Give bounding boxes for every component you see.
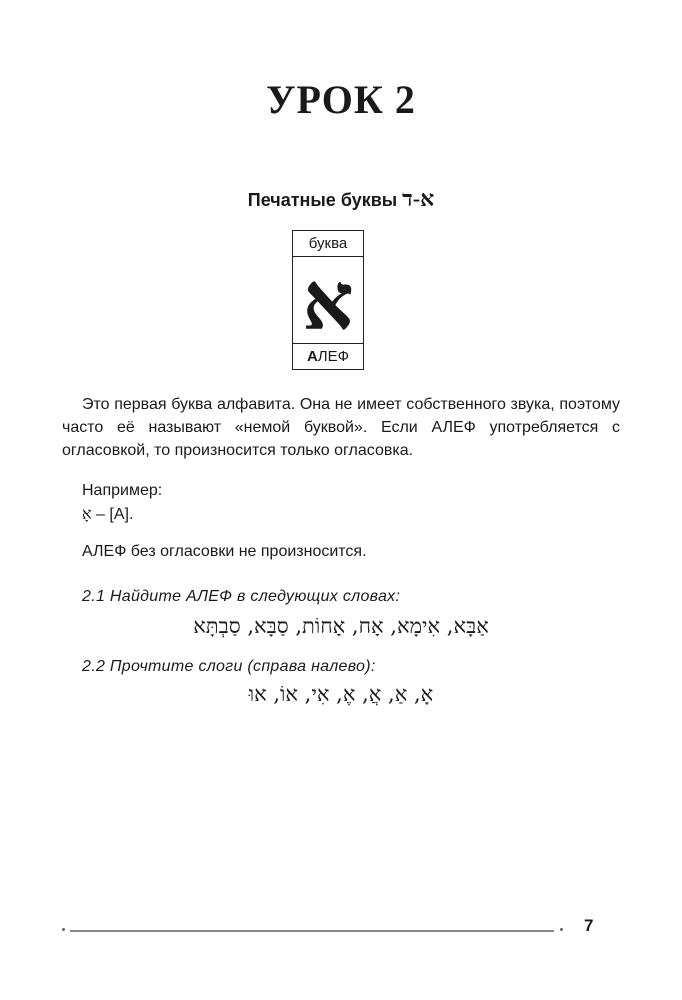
letter-card	[292, 230, 364, 370]
section-title-text: Печатные буквы	[247, 190, 398, 210]
letter-card-name	[293, 343, 363, 369]
exercise-1-hebrew: אַבָּא, אִימָא, אָח, אָחוֹת, סַבָּא, סַבְתָּא	[193, 614, 489, 638]
intro-paragraph: Это первая буква алфавита. Она не имеет собственного звука, поэтому часто её называют «немой буквой». Если АЛЕФ употребляется с огласовкой, то произносится только огласовка.	[62, 396, 620, 459]
letter-card-glyph: א	[302, 254, 354, 348]
exercise-2-hebrew: אָ, אַ, אֲ, אֶ, אִי, אוֹ, אוּ	[248, 682, 434, 706]
section-title-hebrew-range: א-ד	[402, 186, 435, 211]
letter-card-caption: буква	[293, 231, 363, 257]
example-rest: – [А].	[91, 506, 134, 523]
letter-card-name-rest: ЛЕФ	[317, 348, 350, 365]
page-number: 7	[584, 916, 594, 935]
example-label: Например:	[82, 482, 163, 499]
exercise-2-title: 2.2 Прочтите слоги (справа налево):	[82, 658, 376, 675]
letter-card-name-first: А	[306, 348, 318, 365]
example-hebrew: אָ	[82, 504, 92, 523]
footer-rule	[70, 930, 554, 932]
exercise-1-title: 2.1 Найдите АЛЕФ в следующих словах:	[82, 588, 401, 605]
section-title	[0, 186, 682, 212]
footer-dot-left	[62, 928, 65, 931]
footer-dot-right	[560, 928, 563, 931]
note-text: АЛЕФ без огласовки не произносится.	[82, 543, 367, 560]
example-line	[82, 504, 133, 524]
lesson-title: УРОК 2	[266, 77, 416, 122]
